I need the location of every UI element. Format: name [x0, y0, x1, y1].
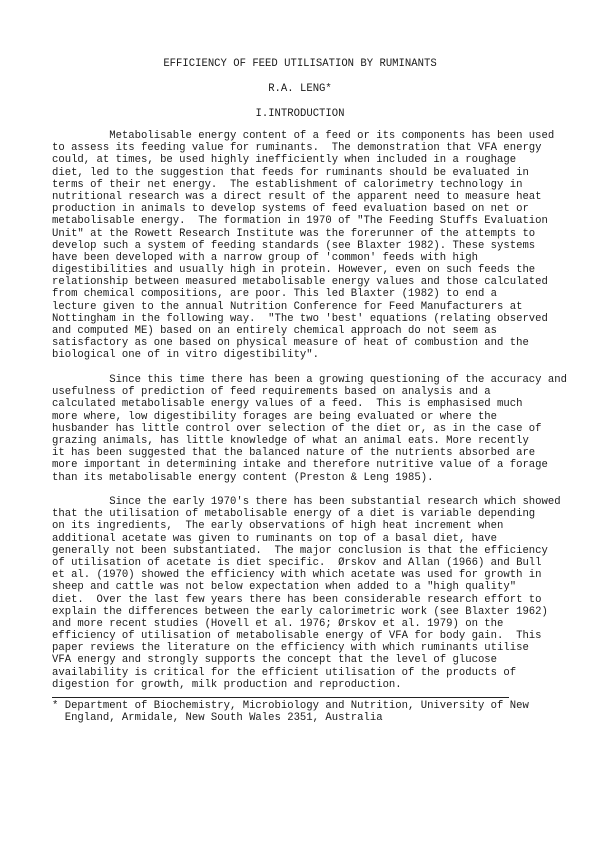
text-line: it has been suggested that the balanced nature of the nutrients absorbed are [52, 447, 536, 460]
text-line: availability is critical for the efficient utilisation of the products of [52, 666, 517, 679]
text-line: could, at times, be used highly inefficiently when included in a roughage [52, 154, 517, 167]
footnote-line: England, Armidale, New South Wales 2351, Australia [52, 712, 383, 725]
text-line: calculated metabolisable energy values of a feed. This is emphasised much [52, 398, 523, 411]
section-heading: I.INTRODUCTION [255, 108, 345, 120]
text-line: diet. Over the last few years there has been considerable research effort to [52, 593, 542, 606]
text-line: digestibilities and usually high in protein. However, even on such feeds the [52, 264, 536, 277]
text-line: usefulness of prediction of feed requirements based on analysis and a [52, 386, 491, 399]
footnote [52, 700, 552, 724]
text-line: Nottingham in the following way. "The two 'best' equations (relating observed [52, 312, 548, 325]
text-line: relationship between measured metabolisable energy values and those calculated [52, 276, 548, 289]
text-line: more where, low digestibility forages are being evaluated or where the [52, 410, 498, 423]
text-line: have been developed with a narrow group of 'common' feeds with high [52, 251, 478, 264]
text-line: sheep and cattle was not below expectation when added to a "high quality" [52, 581, 517, 594]
text-line: husbander has little control over selection of the diet or, as in the case of [52, 422, 542, 435]
text-line: production in animals to develop systems of feed evaluation based on net or [52, 203, 529, 216]
text-line: develop such a system of feeding standards (see Blaxter 1982). These systems [52, 239, 536, 252]
text-line: and more recent studies (Hovell et al. 1976; Ørskov et al. 1979) on the [52, 617, 504, 630]
author-line: R.A. LENG* [268, 83, 332, 95]
text-line: efficiency of utilisation of metabolisable energy of VFA for body gain. This [52, 630, 542, 643]
text-line: grazing animals, has little knowledge of what an animal eats. More recently [52, 434, 529, 447]
text-line: terms of their net energy. The establishment of calorimetry technology in [52, 178, 523, 191]
footnote-divider [52, 697, 509, 698]
footnote-line: * Department of Biochemistry, Microbiology and Nutrition, University of New [52, 700, 529, 712]
text-line: and computed ME) based on an entirely chemical approach do not seem as [52, 325, 498, 337]
text-line: diet, led to the suggestion that feeds for ruminants should be evaluated in [52, 166, 529, 179]
text-line: on its ingredients, The early observations of high heat increment when [52, 520, 504, 533]
text-line: et al. (1970) showed the efficiency with which acetate was used for growth in [52, 569, 542, 582]
text-line: Metabolisable energy content of a feed or its components has been used [52, 130, 555, 142]
text-line: generally not been substantiated. The major conclusion is that the efficiency [52, 544, 548, 557]
text-line: more important in determining intake and therefore nutritive value of a forage [52, 459, 548, 472]
text-line: that the utilisation of metabolisable energy of a diet is variable depending [52, 508, 536, 521]
text-line: paper reviews the literature on the efficiency with which ruminants utilise [52, 642, 529, 655]
text-line: lecture given to the annual Nutrition Conference for Feed Manufacturers at [52, 300, 523, 313]
paragraph-1 [52, 130, 555, 362]
text-line: metabolisable energy. The formation in 1970 of "The Feeding Stuffs Evaluation [52, 215, 548, 228]
text-line: VFA energy and strongly supports the concept that the level of glucose [52, 654, 498, 667]
text-line: satisfactory as one based on physical measure of heat of combustion and the [52, 337, 529, 350]
paragraph-2 [52, 374, 567, 484]
text-line: than its metabolisable energy content (Preston & Leng 1985). [52, 471, 434, 484]
paper-title: EFFICIENCY OF FEED UTILISATION BY RUMINANTS [163, 58, 437, 70]
text-line: Since the early 1970's there has been substantial research which showed [52, 496, 561, 508]
text-line: of utilisation of acetate is diet specific. Ørskov and Allan (1966) and Bull [52, 556, 542, 569]
text-line: additional acetate was given to ruminants on top of a basal diet, have [52, 532, 498, 545]
paragraph-3 [52, 496, 561, 691]
text-line: nutritional research was a direct result of the apparent need to measure heat [52, 190, 542, 203]
text-line: Unit" at the Rowett Research Institute was the forerunner of the attempts to [52, 227, 536, 240]
text-line: to assess its feeding value for ruminants. The demonstration that VFA energy [52, 142, 542, 155]
text-line: biological one of in vitro digestibility". [52, 349, 320, 362]
text-line: digestion for growth, milk production and reproduction. [52, 678, 402, 691]
text-line: Since this time there has been a growing questioning of the accuracy and [52, 374, 567, 386]
text-line: from chemical compositions, are poor. This led Blaxter (1982) to end a [52, 288, 498, 301]
text-line: explain the differences between the early calorimetric work (see Blaxter 1962) [52, 605, 548, 618]
